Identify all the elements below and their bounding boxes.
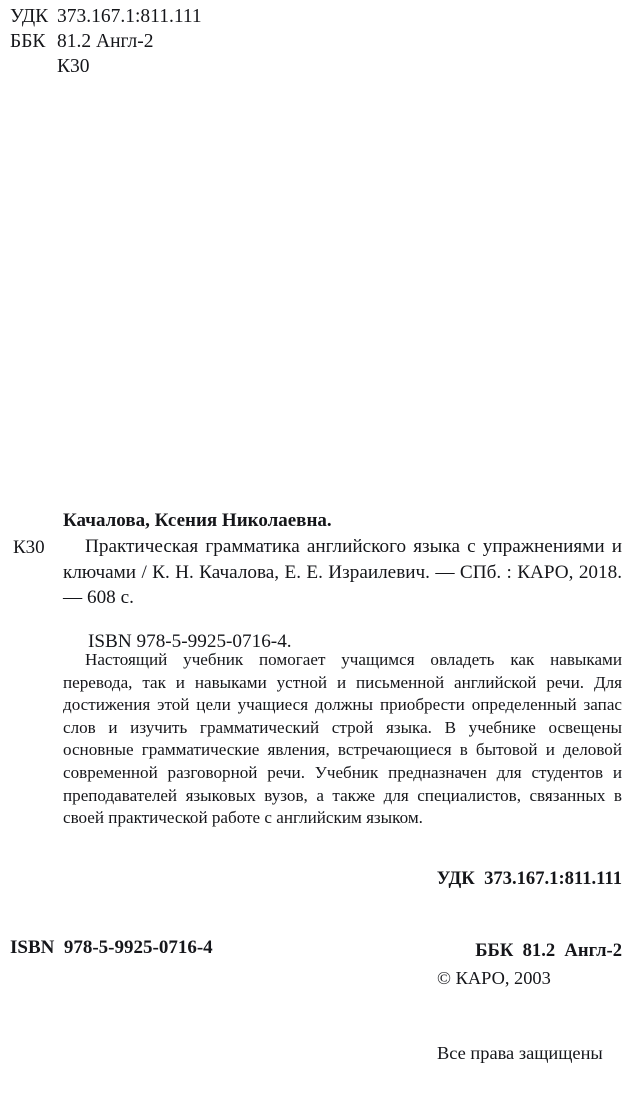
rights-reserved-line: Все права защищены [437, 1043, 603, 1063]
classification-top-block [10, 4, 202, 79]
classification-bottom-bbk: ББК 81.2 Англ-2 [475, 940, 622, 961]
copyright-line: © КАРО, 2003 [437, 968, 551, 988]
record-body [63, 508, 622, 654]
bbk-label: ББК [10, 31, 46, 52]
record-title-statement: Практическая грамматика английского языка с упражнениями и ключами / К. Н. Качалова, Е. Е. Израилевич. — СПб. : КАРО, 2018. — 608 с. [63, 536, 622, 608]
record-isbn: ISBN 978-5-9925-0716-4. [88, 630, 292, 652]
bbk-value: 81.2 Англ-2 [57, 31, 154, 52]
classification-top-row-udk [10, 4, 202, 29]
record-sigla: К30 [13, 537, 45, 558]
footer-copyright-block [437, 916, 603, 1116]
footer-isbn: ISBN 978-5-9925-0716-4 [10, 937, 213, 958]
record-author: Качалова, Ксения Николаевна. [63, 510, 332, 531]
annotation-paragraph: Настоящий учебник помогает учащимся овладеть как навыками перевода, так и навыками устной и письменной английской речи. Для достижения этой цели учащиеся должны приобрести определенный запас слов и изучить грамматический строй языка. В учебнике освещены основные грамматические явления, встречающиеся в бытовой и деловой современной разговорной речи. Учебник предназначен для студентов и преподавателей языковых вузов, а также для специалистов, связанных в своей практической работе с английским языком. [63, 650, 622, 828]
classification-bottom-udk: УДК 373.167.1:811.111 [436, 868, 622, 889]
sigla-value: К30 [57, 56, 90, 77]
classification-top-row-sigla [10, 54, 202, 79]
classification-top-row-bbk [10, 29, 202, 54]
udk-value: 373.167.1:811.111 [57, 6, 202, 27]
udk-label: УДК [10, 6, 49, 27]
